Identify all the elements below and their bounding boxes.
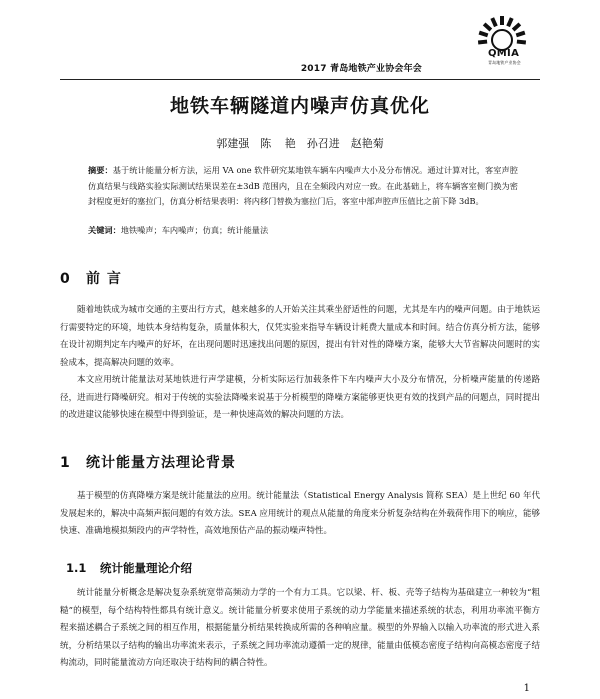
keywords bbox=[88, 225, 518, 236]
keywords-label: 关键词： bbox=[88, 225, 121, 235]
section-0-number: 0 bbox=[60, 271, 71, 287]
keywords-text: 地铁噪声；车内噪声；仿真；统计能量法 bbox=[120, 225, 269, 235]
section-1-title: 统计能量方法理论背景 bbox=[86, 455, 236, 471]
section-1-1-title: 统计能量理论介绍 bbox=[100, 561, 192, 575]
section-1-1-heading bbox=[66, 560, 192, 576]
section-1-paragraph-1: 基于模型的仿真降噪方案是统计能量法的应用。统计能量法（Statistical Energy Analysis 简称 SEA）是上世纪 60 年代发展起来的，解决中高频声振问题的有效方法。SEA 应用统计的观点从能量的角度来分析复杂结构在外载荷作用下的响应，能够快速、准确地模拟频段内的声学特性，高效地预估产品的振动噪声特性。 bbox=[60, 491, 540, 536]
section-1-heading bbox=[60, 452, 236, 472]
logo-text: QMIA bbox=[488, 48, 520, 59]
abstract bbox=[88, 163, 518, 210]
abstract-label: 摘要： bbox=[88, 165, 113, 175]
paper-authors: 郭建强 陈 艳 孙召进 赵艳菊 bbox=[216, 137, 384, 150]
section-1-1-number: 1.1 bbox=[66, 561, 87, 575]
logo-subtitle: 青岛地铁产业协会 bbox=[488, 60, 521, 65]
abstract-text: 基于统计能量分析方法，运用 VA one 软件研究某地铁车辆车内噪声大小及分布情况。通过计算对比，客室声腔仿真结果与线路实验实际测试结果误差在±3dB 范围内，且在全频段内对应一致。在此基础上，将车辆客室侧门换为密封程度更好的塞拉门，仿真分析结果表明：将内移门替换为塞拉门后，客室中部声腔声压值比之前下降 3dB。 bbox=[88, 165, 518, 206]
section-1-number: 1 bbox=[60, 455, 71, 471]
section-0-paragraph-2: 本文应用统计能量法对某地铁进行声学建模，分析实际运行加载条件下车内噪声大小及分布情况，分析噪声能量的传递路径，进而进行降噪研究。相对于传统的实验法降噪来说基于分析模型的降噪方案能够更快更有效的找到产品的问题点，同时提出的改进建议能够快速在模型中得到验证，是一种快速高效的解决问题的方法。 bbox=[60, 375, 540, 420]
paper-title: 地铁车辆隧道内噪声仿真优化 bbox=[169, 95, 430, 117]
conference-header: 2017 青岛地铁产业协会年会 bbox=[300, 64, 422, 74]
qmia-logo-icon bbox=[462, 14, 542, 78]
section-1-1-paragraph-1: 统计能量分析概念是解决复杂系统宽带高频动力学的一个有力工具。它以梁、杆、板、壳等子结构为基础建立一种较为“粗糙”的模型，每个结构特性都具有统计意义。统计能量分析要求使用子系统的动力学能量来描述系统的状态，利用功率流平衡方程来描述耦合子系统之间的相互作用，根据能量分析结果转换成所需的各种响应量。模型的外界输入以输入功率流的形式进入系统，分析结果以子结构的输出功率流来表示，子系统之间功率流动遵循一定的规律，能量由低模态密度子结构向高模态密度子结构流动，同时能量流动方向还取决于结构间的耦合特性。 bbox=[60, 588, 540, 668]
page-number: 1 bbox=[523, 683, 530, 694]
section-0-heading bbox=[60, 268, 122, 288]
header-divider bbox=[60, 79, 540, 80]
section-0-title: 前 言 bbox=[86, 271, 122, 287]
section-0-paragraph-1: 随着地铁成为城市交通的主要出行方式，越来越多的人开始关注其乘坐舒适性的问题，尤其是车内的噪声问题。由于地铁运行需要特定的环境，地铁本身结构复杂，质量体积大，仅凭实验来指导车辆设计耗费大量成本和时间。结合仿真分析方法，能够在设计初期判定车内噪声的好坏，在出现问题时迅速找出问题的原因，提出有针对性的降噪方案，能够大大节省解决问题时的实验成本，提高解决问题的效率。 bbox=[60, 305, 540, 368]
